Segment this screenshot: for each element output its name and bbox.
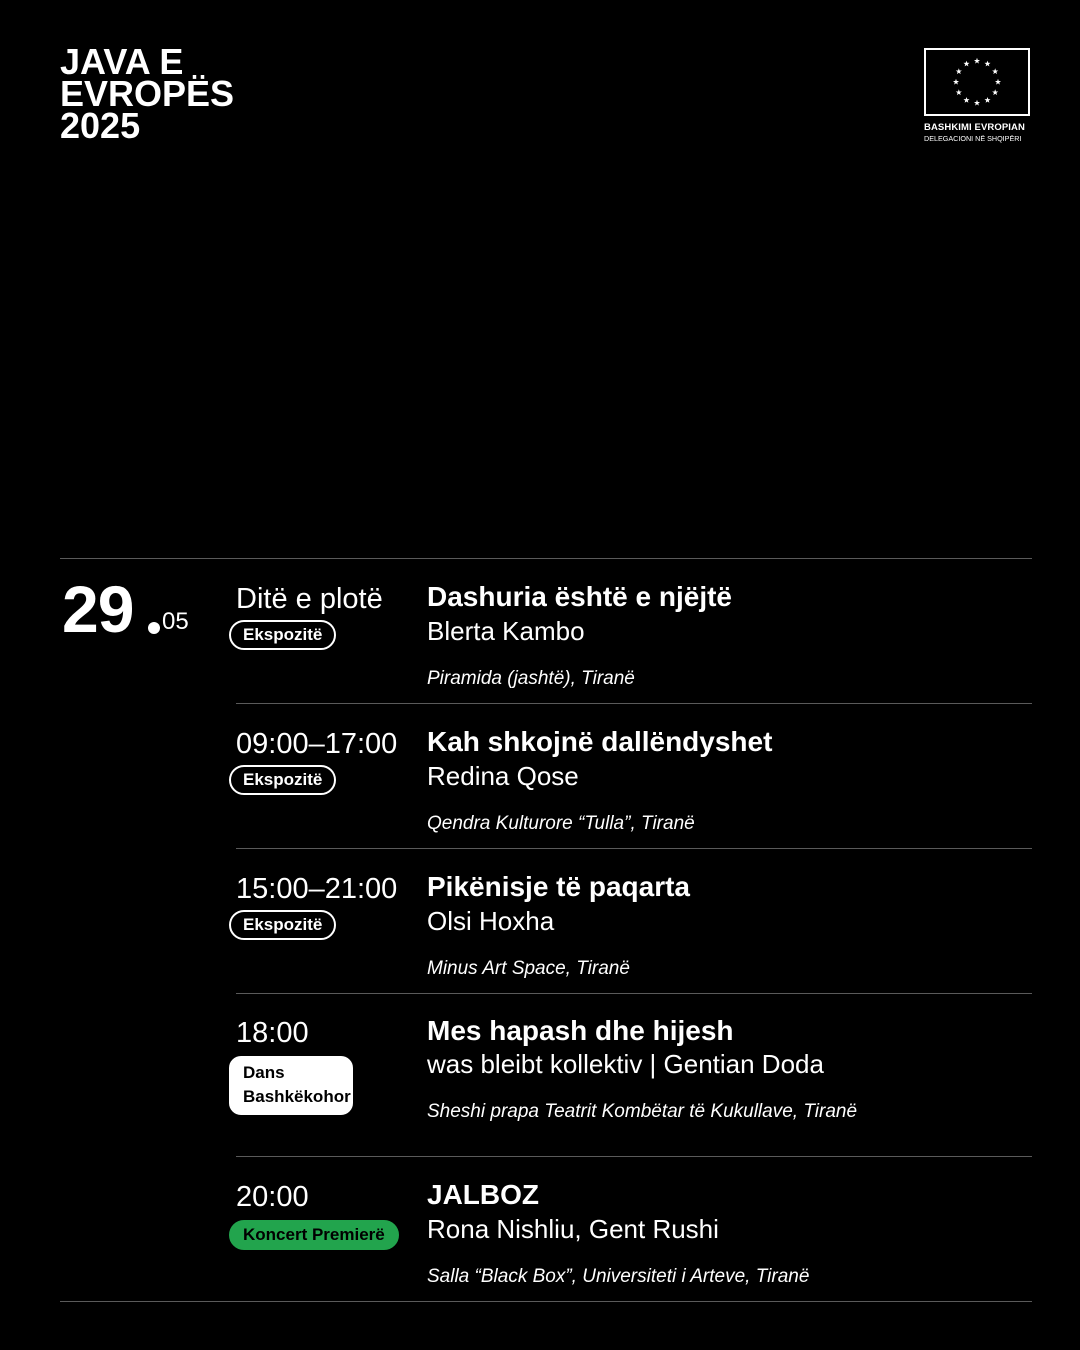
event-venue: Qendra Kulturore “Tulla”, Tiranë (427, 813, 695, 834)
event-time: 20:00 (236, 1181, 309, 1213)
divider-top (60, 558, 1032, 559)
eu-delegation-logo (924, 48, 1034, 143)
event-category-tag: Ekspozitë (229, 620, 336, 650)
event-category-tag: Ekspozitë (229, 765, 336, 795)
eu-star (992, 89, 998, 95)
event-title: Kah shkojnë dallëndyshet (427, 726, 773, 757)
event-title: Dashuria është e njëjtë (427, 581, 733, 612)
event-time: 18:00 (236, 1017, 309, 1049)
eu-star (984, 61, 990, 67)
eu-star (953, 79, 959, 85)
event-venue: Piramida (jashtë), Tiranë (427, 668, 635, 689)
date-month: 05 (162, 608, 189, 635)
divider (236, 703, 1032, 704)
event-title: Mes hapash dhe hijesh (427, 1015, 734, 1046)
event-venue: Sheshi prapa Teatrit Kombëtar të Kukullave, Tiranë (427, 1101, 858, 1122)
brand-line-2: EVROPËS (60, 73, 235, 114)
eu-logo-line-1: BASHKIMI EVROPIAN (924, 122, 1025, 133)
eu-star (963, 97, 969, 103)
event-time: 15:00–21:00 (236, 873, 398, 905)
event-title: JALBOZ (427, 1179, 539, 1210)
eu-logo-line-2: DELEGACIONI NË SHQIPËRI (924, 134, 1022, 143)
event-venue: Minus Art Space, Tiranë (427, 958, 630, 979)
eu-star (956, 68, 962, 74)
event-artist: Olsi Hoxha (427, 906, 555, 936)
date-day: 29 (62, 572, 134, 646)
event-time: 09:00–17:00 (236, 728, 398, 760)
event-title: Pikënisje të paqarta (427, 871, 691, 902)
event-artist: Blerta Kambo (427, 616, 585, 646)
eu-star (974, 100, 980, 106)
eu-star (984, 97, 990, 103)
divider (236, 993, 1032, 994)
eu-star (992, 68, 998, 74)
event-time: Ditë e plotë (236, 583, 383, 615)
event-category-tag: Dans Bashkëkohor (229, 1056, 353, 1115)
eu-star (995, 79, 1001, 85)
divider-bottom (60, 1301, 1032, 1302)
eu-flag-icon (924, 48, 1030, 116)
event-venue: Salla “Black Box”, Universiteti i Arteve, Tiranë (427, 1266, 810, 1287)
date-dot (148, 622, 160, 634)
event-category-tag: Ekspozitë (229, 910, 336, 940)
brand-line-3: 2025 (60, 105, 141, 146)
eu-star (963, 61, 969, 67)
divider (236, 848, 1032, 849)
eu-star (974, 58, 980, 64)
event-artist: Rona Nishliu, Gent Rushi (427, 1214, 719, 1244)
eu-star (956, 89, 962, 95)
event-category-tag: Koncert Premierë (229, 1220, 399, 1250)
event-artist: Redina Qose (427, 761, 579, 791)
event-artist: was bleibt kollektiv | Gentian Doda (427, 1049, 824, 1079)
event-brand-logo (60, 41, 260, 146)
divider (236, 1156, 1032, 1157)
brand-line-1: JAVA E (60, 41, 184, 82)
